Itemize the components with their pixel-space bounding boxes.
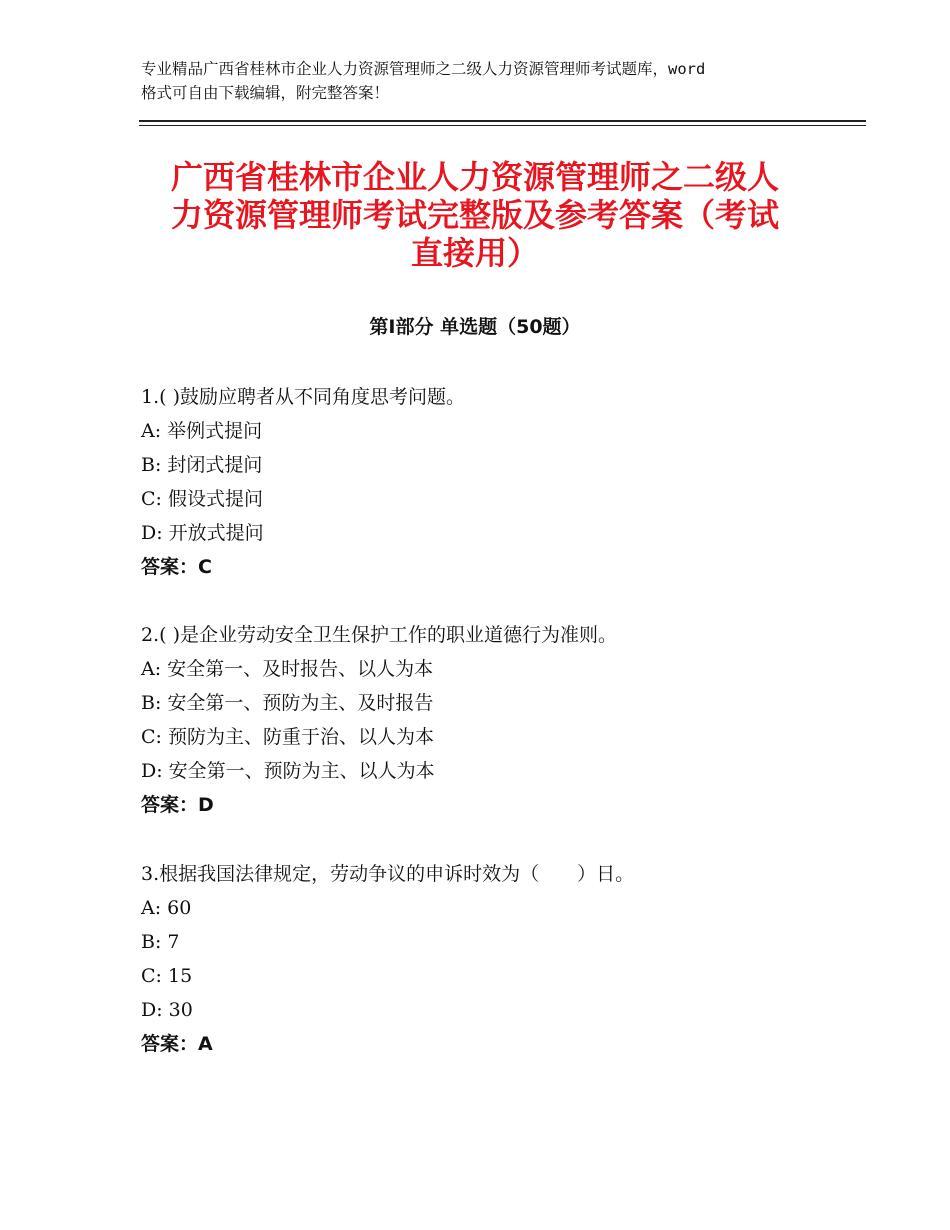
title-line-3: 直接用） — [410, 234, 539, 272]
question-stem: 3.根据我国法律规定，劳动争议的申诉时效为（ ）日。 — [141, 863, 635, 885]
question-1 — [141, 380, 841, 584]
option-d: D: 安全第一、预防为主、以人为本 — [141, 760, 435, 782]
title-line-2: 力资源管理师考试完整版及参考答案（考试 — [170, 196, 779, 234]
section-heading: 第Ⅰ部分 单选题（50题） — [369, 316, 581, 338]
option-d: D: 开放式提问 — [141, 522, 264, 544]
option-b: B: 7 — [141, 931, 180, 953]
option-d: D: 30 — [141, 999, 193, 1021]
header-note — [141, 57, 821, 105]
header-divider-thin — [139, 125, 866, 126]
header-divider-thick — [139, 120, 866, 122]
option-b: B: 封闭式提问 — [141, 454, 263, 476]
answer: 答案：D — [141, 794, 214, 816]
option-c: C: 预防为主、防重于治、以人为本 — [141, 726, 434, 748]
question-stem: 2.( )是企业劳动安全卫生保护工作的职业道德行为准则。 — [141, 624, 617, 646]
question-stem: 1.( )鼓励应聘者从不同角度思考问题。 — [141, 386, 465, 408]
option-a: A: 60 — [141, 897, 192, 919]
option-c: C: 15 — [141, 965, 193, 987]
header-line-1: 专业精品广西省桂林市企业人力资源管理师之二级人力资源管理师考试题库，word — [141, 60, 706, 78]
option-b: B: 安全第一、预防为主、及时报告 — [141, 692, 434, 714]
question-2 — [141, 618, 841, 822]
header-line-2: 格式可自由下载编辑，附完整答案！ — [141, 84, 390, 102]
option-a: A: 安全第一、及时报告、以人为本 — [141, 658, 434, 680]
document-title — [130, 158, 820, 272]
option-a: A: 举例式提问 — [141, 420, 263, 442]
title-line-1: 广西省桂林市企业人力资源管理师之二级人 — [170, 158, 779, 196]
option-c: C: 假设式提问 — [141, 488, 263, 510]
question-3 — [141, 857, 841, 1061]
answer: 答案：A — [141, 1033, 213, 1055]
answer: 答案：C — [141, 556, 212, 578]
